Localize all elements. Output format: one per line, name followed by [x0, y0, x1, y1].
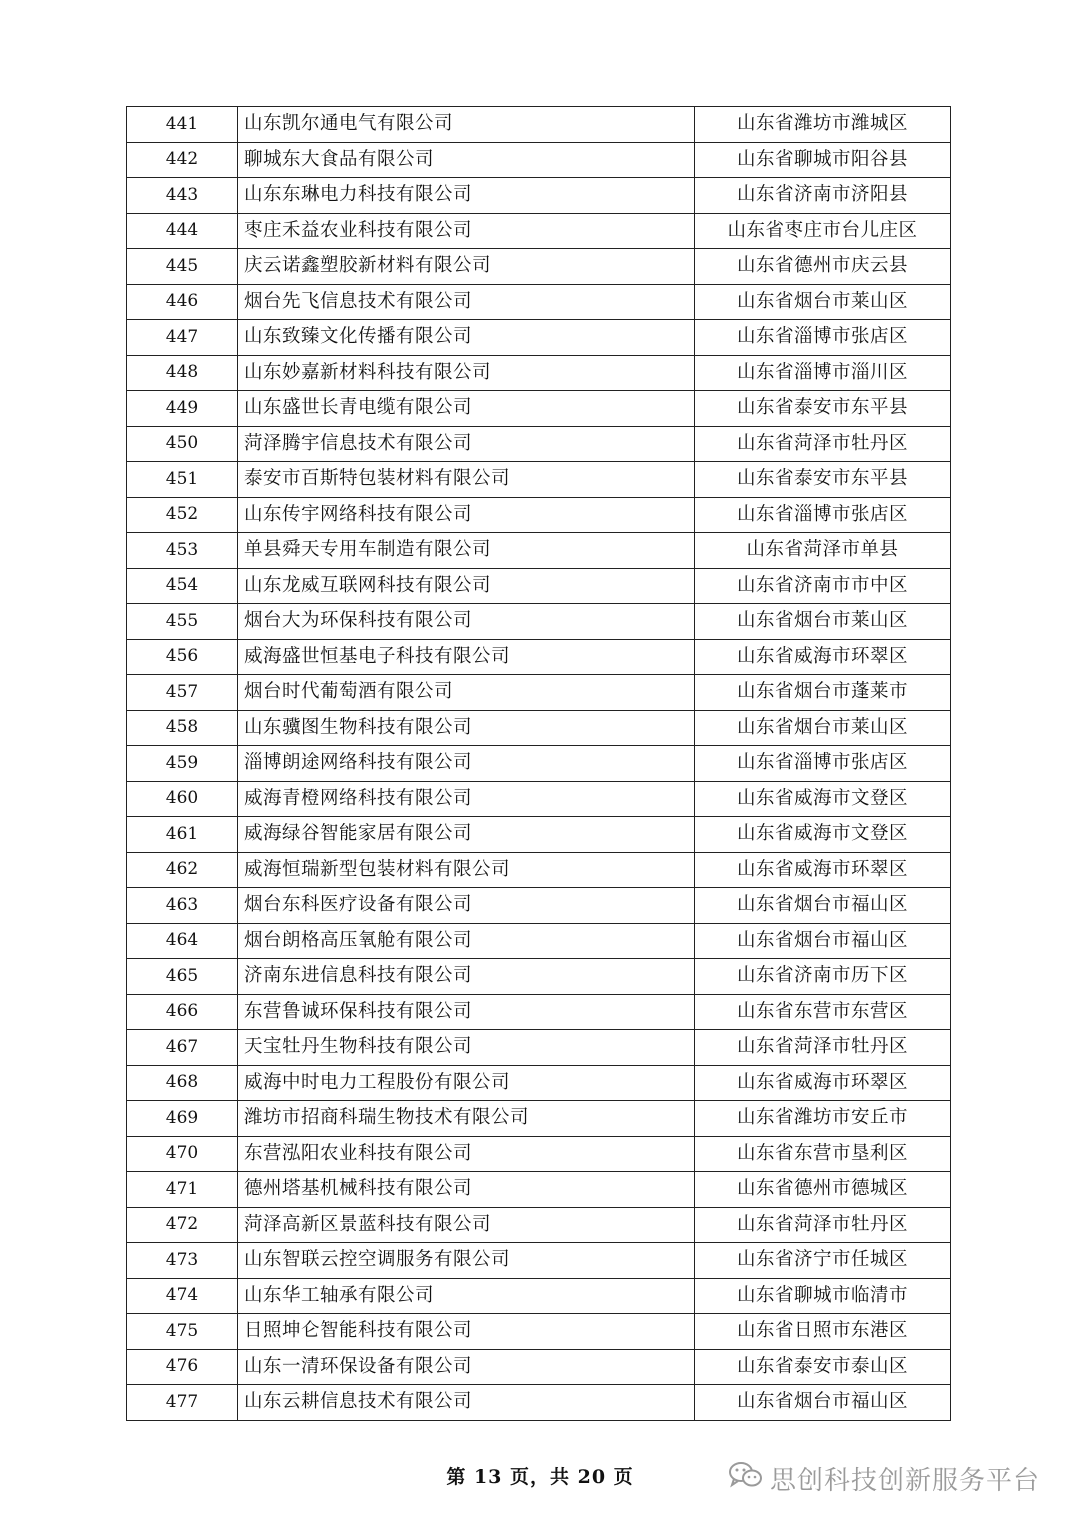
table-row: [127, 142, 951, 178]
row-number-cell: 456: [127, 639, 238, 675]
company-name-cell: 山东东琳电力科技有限公司: [238, 178, 695, 214]
company-name-cell: 东营鲁诚环保科技有限公司: [238, 994, 695, 1030]
location-cell: 山东省济宁市任城区: [695, 1243, 951, 1279]
location-cell: 山东省济南市济阳县: [695, 178, 951, 214]
company-name-cell: 山东盛世长青电缆有限公司: [238, 391, 695, 427]
row-number-cell: 449: [127, 391, 238, 427]
location-cell: 山东省威海市环翠区: [695, 852, 951, 888]
row-number-cell: 471: [127, 1172, 238, 1208]
company-name-cell: 东营泓阳农业科技有限公司: [238, 1136, 695, 1172]
table-row: [127, 1065, 951, 1101]
company-name-cell: 天宝牡丹生物科技有限公司: [238, 1030, 695, 1066]
location-cell: 山东省聊城市阳谷县: [695, 142, 951, 178]
company-name-cell: 泰安市百斯特包装材料有限公司: [238, 462, 695, 498]
table-row: [127, 355, 951, 391]
company-name-cell: 烟台先飞信息技术有限公司: [238, 284, 695, 320]
table-row: [127, 852, 951, 888]
row-number-cell: 447: [127, 320, 238, 356]
company-name-cell: 烟台大为环保科技有限公司: [238, 604, 695, 640]
company-table: [126, 106, 951, 1421]
row-number-cell: 473: [127, 1243, 238, 1279]
row-number-cell: 459: [127, 746, 238, 782]
row-number-cell: 451: [127, 462, 238, 498]
company-name-cell: 德州塔基机械科技有限公司: [238, 1172, 695, 1208]
table-row: [127, 1314, 951, 1350]
row-number-cell: 448: [127, 355, 238, 391]
row-number-cell: 441: [127, 107, 238, 143]
company-name-cell: 菏泽高新区景蓝科技有限公司: [238, 1207, 695, 1243]
row-number-cell: 462: [127, 852, 238, 888]
row-number-cell: 454: [127, 568, 238, 604]
row-number-cell: 460: [127, 781, 238, 817]
table-body: [127, 107, 951, 1421]
row-number-cell: 443: [127, 178, 238, 214]
company-name-cell: 山东云耕信息技术有限公司: [238, 1385, 695, 1421]
table-row: [127, 1243, 951, 1279]
table-row: [127, 1172, 951, 1208]
table-row: [127, 1136, 951, 1172]
location-cell: 山东省济南市市中区: [695, 568, 951, 604]
table-row: [127, 994, 951, 1030]
table-row: [127, 639, 951, 675]
location-cell: 山东省泰安市东平县: [695, 462, 951, 498]
company-name-cell: 烟台东科医疗设备有限公司: [238, 888, 695, 924]
company-name-cell: 威海青橙网络科技有限公司: [238, 781, 695, 817]
table-row: [127, 249, 951, 285]
table-row: [127, 923, 951, 959]
wechat-icon: [728, 1460, 770, 1497]
row-number-cell: 475: [127, 1314, 238, 1350]
table-row: [127, 1030, 951, 1066]
company-name-cell: 烟台时代葡萄酒有限公司: [238, 675, 695, 711]
location-cell: 山东省潍坊市潍城区: [695, 107, 951, 143]
table-row: [127, 888, 951, 924]
row-number-cell: 464: [127, 923, 238, 959]
table-row: [127, 746, 951, 782]
table-row: [127, 675, 951, 711]
table-row: [127, 817, 951, 853]
table-row: [127, 426, 951, 462]
location-cell: 山东省聊城市临清市: [695, 1278, 951, 1314]
row-number-cell: 470: [127, 1136, 238, 1172]
location-cell: 山东省潍坊市安丘市: [695, 1101, 951, 1137]
company-name-cell: 威海绿谷智能家居有限公司: [238, 817, 695, 853]
location-cell: 山东省德州市德城区: [695, 1172, 951, 1208]
row-number-cell: 476: [127, 1349, 238, 1385]
location-cell: 山东省烟台市福山区: [695, 923, 951, 959]
location-cell: 山东省烟台市莱山区: [695, 710, 951, 746]
table-row: [127, 1385, 951, 1421]
location-cell: 山东省菏泽市牡丹区: [695, 426, 951, 462]
location-cell: 山东省济南市历下区: [695, 959, 951, 995]
company-name-cell: 单县舜天专用车制造有限公司: [238, 533, 695, 569]
company-name-cell: 山东凯尔通电气有限公司: [238, 107, 695, 143]
location-cell: 山东省德州市庆云县: [695, 249, 951, 285]
row-number-cell: 457: [127, 675, 238, 711]
row-number-cell: 463: [127, 888, 238, 924]
company-name-cell: 菏泽腾宇信息技术有限公司: [238, 426, 695, 462]
row-number-cell: 442: [127, 142, 238, 178]
table-row: [127, 533, 951, 569]
company-name-cell: 庆云诺鑫塑胶新材料有限公司: [238, 249, 695, 285]
location-cell: 山东省东营市东营区: [695, 994, 951, 1030]
company-name-cell: 山东华工轴承有限公司: [238, 1278, 695, 1314]
location-cell: 山东省日照市东港区: [695, 1314, 951, 1350]
company-name-cell: 山东龙威互联网科技有限公司: [238, 568, 695, 604]
company-name-cell: 聊城东大食品有限公司: [238, 142, 695, 178]
location-cell: 山东省烟台市莱山区: [695, 284, 951, 320]
row-number-cell: 469: [127, 1101, 238, 1137]
row-number-cell: 466: [127, 994, 238, 1030]
table-row: [127, 959, 951, 995]
company-name-cell: 山东传宇网络科技有限公司: [238, 497, 695, 533]
table-row: [127, 107, 951, 143]
table-row: [127, 462, 951, 498]
company-name-cell: 山东骥图生物科技有限公司: [238, 710, 695, 746]
location-cell: 山东省东营市垦利区: [695, 1136, 951, 1172]
row-number-cell: 461: [127, 817, 238, 853]
table-row: [127, 710, 951, 746]
row-number-cell: 458: [127, 710, 238, 746]
row-number-cell: 477: [127, 1385, 238, 1421]
row-number-cell: 445: [127, 249, 238, 285]
table-row: [127, 391, 951, 427]
company-name-cell: 山东妙嘉新材料科技有限公司: [238, 355, 695, 391]
table-row: [127, 497, 951, 533]
row-number-cell: 453: [127, 533, 238, 569]
table-row: [127, 1101, 951, 1137]
row-number-cell: 468: [127, 1065, 238, 1101]
company-name-cell: 山东致臻文化传播有限公司: [238, 320, 695, 356]
company-name-cell: 济南东进信息科技有限公司: [238, 959, 695, 995]
company-name-cell: 山东智联云控空调服务有限公司: [238, 1243, 695, 1279]
company-name-cell: 山东一清环保设备有限公司: [238, 1349, 695, 1385]
table-row: [127, 1349, 951, 1385]
company-name-cell: 淄博朗途网络科技有限公司: [238, 746, 695, 782]
location-cell: 山东省枣庄市台儿庄区: [695, 213, 951, 249]
location-cell: 山东省淄博市淄川区: [695, 355, 951, 391]
company-name-cell: 威海恒瑞新型包装材料有限公司: [238, 852, 695, 888]
company-name-cell: 威海中时电力工程股份有限公司: [238, 1065, 695, 1101]
row-number-cell: 474: [127, 1278, 238, 1314]
location-cell: 山东省淄博市张店区: [695, 497, 951, 533]
table-row: [127, 781, 951, 817]
table-row: [127, 320, 951, 356]
table-row: [127, 568, 951, 604]
location-cell: 山东省淄博市张店区: [695, 746, 951, 782]
location-cell: 山东省菏泽市牡丹区: [695, 1030, 951, 1066]
row-number-cell: 472: [127, 1207, 238, 1243]
location-cell: 山东省烟台市蓬莱市: [695, 675, 951, 711]
location-cell: 山东省威海市环翠区: [695, 1065, 951, 1101]
location-cell: 山东省烟台市莱山区: [695, 604, 951, 640]
location-cell: 山东省烟台市福山区: [695, 888, 951, 924]
location-cell: 山东省泰安市泰山区: [695, 1349, 951, 1385]
company-name-cell: 日照坤仑智能科技有限公司: [238, 1314, 695, 1350]
row-number-cell: 465: [127, 959, 238, 995]
table-row: [127, 284, 951, 320]
watermark-text: 思创科技创新服务平台: [770, 1465, 1041, 1496]
table-row: [127, 1207, 951, 1243]
location-cell: 山东省威海市环翠区: [695, 639, 951, 675]
watermark: [728, 1458, 1040, 1498]
row-number-cell: 455: [127, 604, 238, 640]
company-name-cell: 枣庄禾益农业科技有限公司: [238, 213, 695, 249]
location-cell: 山东省泰安市东平县: [695, 391, 951, 427]
page-number: 第 13 页，共 20 页: [446, 1466, 634, 1488]
location-cell: 山东省威海市文登区: [695, 781, 951, 817]
row-number-cell: 446: [127, 284, 238, 320]
row-number-cell: 450: [127, 426, 238, 462]
table-row: [127, 1278, 951, 1314]
table-row: [127, 604, 951, 640]
location-cell: 山东省菏泽市单县: [695, 533, 951, 569]
location-cell: 山东省淄博市张店区: [695, 320, 951, 356]
row-number-cell: 452: [127, 497, 238, 533]
row-number-cell: 444: [127, 213, 238, 249]
company-name-cell: 潍坊市招商科瑞生物技术有限公司: [238, 1101, 695, 1137]
location-cell: 山东省威海市文登区: [695, 817, 951, 853]
table-row: [127, 178, 951, 214]
row-number-cell: 467: [127, 1030, 238, 1066]
company-name-cell: 烟台朗格高压氧舱有限公司: [238, 923, 695, 959]
table-row: [127, 213, 951, 249]
location-cell: 山东省菏泽市牡丹区: [695, 1207, 951, 1243]
company-name-cell: 威海盛世恒基电子科技有限公司: [238, 639, 695, 675]
location-cell: 山东省烟台市福山区: [695, 1385, 951, 1421]
